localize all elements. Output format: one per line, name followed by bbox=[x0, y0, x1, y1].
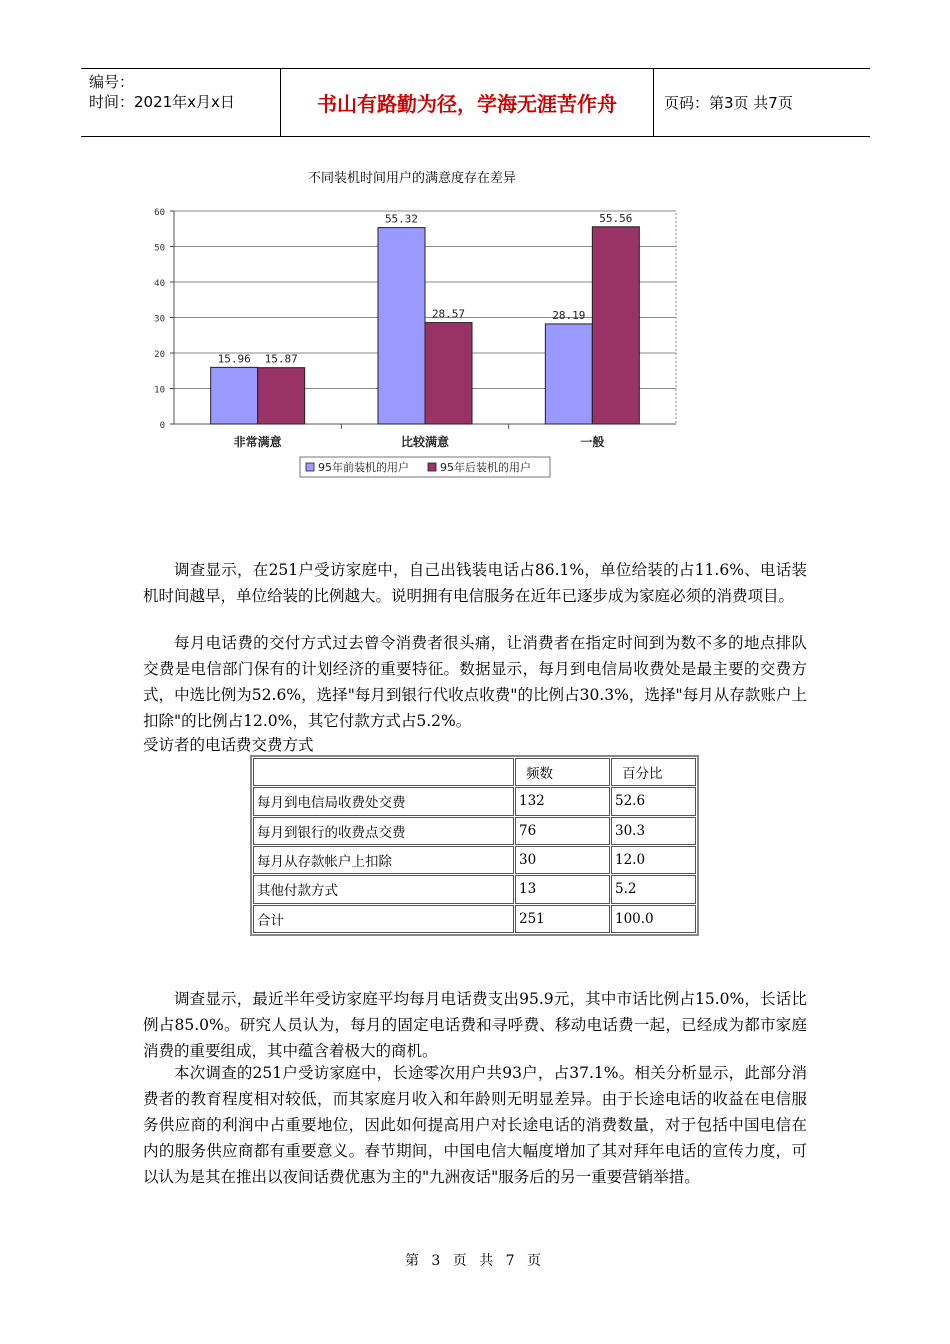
y-tick-label: 0 bbox=[159, 421, 165, 431]
payment-method-table bbox=[250, 755, 699, 936]
y-tick-label: 60 bbox=[154, 208, 165, 218]
table-header-row bbox=[253, 758, 696, 786]
y-tick-label: 10 bbox=[154, 385, 165, 396]
paragraph-2: 每月电话费的交付方式过去曾令消费者很头痛，让消费者在指定时间到为数不多的地点排队交费是电信部门保有的计划经济的重要特征。数据显示，每月到电信局收费处是最主要的交费方式，中选比例为52.6%，选择"每月到银行代收点收费"的比例占30.3%，选择"每月从存款账户上扣除"的比例占12.0%，其它付款方式占5.2%。 bbox=[143, 634, 807, 730]
legend-swatch bbox=[428, 463, 436, 471]
page-header bbox=[81, 68, 870, 137]
table-cell: 5.2 bbox=[611, 875, 696, 903]
table-cell: 100.0 bbox=[611, 905, 696, 933]
x-category-label: 非常满意 bbox=[233, 435, 282, 449]
y-tick-label: 30 bbox=[154, 314, 165, 325]
table-cell: 251 bbox=[515, 905, 610, 933]
table-row bbox=[253, 875, 696, 903]
bar bbox=[425, 323, 472, 424]
bar bbox=[592, 227, 639, 424]
y-tick-label: 40 bbox=[154, 279, 165, 289]
bar bbox=[211, 367, 258, 424]
y-tick-label: 20 bbox=[154, 350, 165, 360]
paragraph-3: 调查显示，最近半年受访家庭平均每月电话费支出95.9元，其中市话比例占15.0%，长话比例占85.0%。研究人员认为，每月的固定电话费和寻呼费、移动电话费一起，已经成为都市家庭消费的重要组成，其中蕴含着极大的商机。 bbox=[143, 990, 807, 1060]
chart-title: 不同装机时间用户的满意度存在差异 bbox=[307, 171, 517, 186]
bar bbox=[545, 324, 592, 424]
header-motto: 书山有路勤为径，学海无涯苦作舟 bbox=[281, 69, 654, 136]
data-label: 28.19 bbox=[552, 308, 586, 322]
table-row bbox=[253, 905, 696, 933]
table-cell: 52.6 bbox=[611, 787, 696, 815]
table-caption: 受访者的电话费交费方式 bbox=[143, 736, 314, 754]
table-header-cell bbox=[253, 758, 514, 786]
data-label: 55.32 bbox=[384, 212, 419, 226]
x-category-label: 比较满意 bbox=[400, 435, 450, 449]
table-cell: 12.0 bbox=[611, 846, 696, 874]
y-tick-label: 50 bbox=[154, 243, 165, 254]
table-row bbox=[253, 817, 696, 845]
table-cell: 其他付款方式 bbox=[253, 875, 514, 903]
document-time: 时间：2021年x月x日 bbox=[89, 93, 235, 111]
page-footer: 第 3 页 共 7 页 bbox=[404, 1253, 546, 1269]
x-category-label: 一般 bbox=[580, 435, 605, 449]
paragraph-1: 调查显示，在251户受访家庭中，自己出钱装电话占86.1%，单位给装的占11.6%、电话装机时间越早，单位给装的比例越大。说明拥有电信服务在近年已逐步成为家庭必须的消费项目。 bbox=[143, 561, 807, 605]
table-cell: 13 bbox=[515, 875, 610, 903]
table-cell: 30.3 bbox=[611, 817, 696, 845]
header-meta bbox=[81, 69, 281, 136]
table-cell: 每月到电信局收费处交费 bbox=[253, 787, 514, 815]
bar bbox=[378, 228, 425, 424]
satisfaction-bar-chart bbox=[140, 160, 690, 485]
bar bbox=[258, 368, 305, 424]
legend-swatch bbox=[306, 463, 314, 471]
table-cell: 30 bbox=[515, 846, 610, 874]
data-label: 55.56 bbox=[599, 211, 633, 225]
table-cell: 132 bbox=[515, 787, 610, 815]
table-cell: 每月从存款帐户上扣除 bbox=[253, 846, 514, 874]
legend-label: 95年后装机的用户 bbox=[440, 461, 531, 474]
table-cell: 76 bbox=[515, 817, 610, 845]
table-header-cell: 频数 bbox=[515, 758, 610, 786]
table-row bbox=[253, 846, 696, 874]
data-label: 28.57 bbox=[431, 307, 466, 321]
document-number: 编号： bbox=[89, 73, 135, 91]
table-header-cell: 百分比 bbox=[611, 758, 696, 786]
table-row bbox=[253, 787, 696, 815]
table-cell: 每月到银行的收费点交费 bbox=[253, 817, 514, 845]
data-label: 15.96 bbox=[217, 352, 251, 366]
paragraph-4: 本次调查的251户受访家庭中，长途零次用户共93户，占37.1%。相关分析显示，此部分消费者的教育程度相对较低，而其家庭月收入和年龄则无明显差异。由于长途电话的收益在电信服务供应商的利润中占重要地位，因此如何提高用户对长途电话的消费数量，对于包括中国电信在内的服务供应商都有重要意义。春节期间，中国电信大幅度增加了其对拜年电话的宣传力度，可以认为是其在推出以夜间话费优惠为主的"九洲夜话"服务后的另一重要营销举措。 bbox=[143, 1064, 807, 1186]
data-label: 15.87 bbox=[264, 352, 298, 366]
table-cell: 合计 bbox=[253, 905, 514, 933]
legend-label: 95年前装机的用户 bbox=[318, 461, 409, 474]
header-page-number: 页码：第3页 共7页 bbox=[664, 94, 793, 112]
